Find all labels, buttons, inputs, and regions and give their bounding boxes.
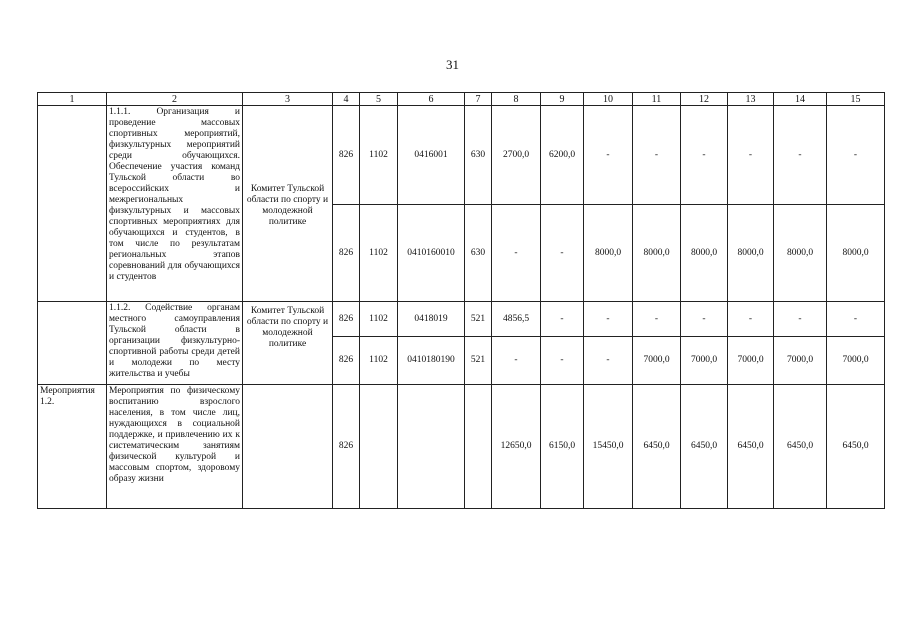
table-cell: 0418019 [398,302,465,337]
header-cell: 11 [633,93,681,106]
table-cell: 826 [333,337,360,385]
table-cell [398,385,465,509]
table-cell: 8000,0 [827,205,885,302]
table-cell: 7000,0 [633,337,681,385]
table-cell: 0410180190 [398,337,465,385]
table-row [38,302,885,337]
table-cell: 2700,0 [492,106,541,205]
page-number: 31 [446,57,459,72]
table-cell: - [681,106,728,205]
table-cell: 8000,0 [633,205,681,302]
header-cell: 4 [333,93,360,106]
table-cell [360,385,398,509]
table-cell: 1102 [360,205,398,302]
table-cell: - [541,205,584,302]
label-cell [38,106,107,302]
executor-cell: Комитет Тульской области по спорту и молодежной политике [243,106,333,302]
header-cell: 8 [492,93,541,106]
table-cell: 630 [465,106,492,205]
table-cell: 6450,0 [827,385,885,509]
table-cell [465,385,492,509]
table-cell: 8000,0 [728,205,774,302]
budget-table [37,92,885,509]
executor-cell [243,385,333,509]
table-cell: 826 [333,302,360,337]
table-cell: - [774,302,827,337]
table-cell: - [827,106,885,205]
header-cell: 3 [243,93,333,106]
header-cell: 2 [107,93,243,106]
table-row [38,106,885,205]
table-cell: - [681,302,728,337]
table-cell: 1102 [360,337,398,385]
table-cell: 521 [465,337,492,385]
table-cell: - [633,302,681,337]
table-cell: - [633,106,681,205]
activity-description: 1.1.2. Содействие органам местного самоуправления Тульской области в организации физкультурно-спортивной работы среди детей и молодежи по месту жительства и учебы [107,302,243,385]
table-cell: 6450,0 [728,385,774,509]
table-row [38,385,885,509]
header-cell: 5 [360,93,398,106]
table-cell: 0410160010 [398,205,465,302]
table-cell: 7000,0 [774,337,827,385]
table-cell: - [492,337,541,385]
table-cell: 1102 [360,106,398,205]
table-cell: 826 [333,385,360,509]
table-cell: 7000,0 [681,337,728,385]
header-cell: 1 [38,93,107,106]
table-cell: 6450,0 [633,385,681,509]
header-cell: 7 [465,93,492,106]
table-cell: 630 [465,205,492,302]
table-cell: - [584,302,633,337]
table-cell: - [774,106,827,205]
executor-cell: Комитет Тульской области по спорту и молодежной политике [243,302,333,385]
table-cell: 826 [333,106,360,205]
table-cell: 4856,5 [492,302,541,337]
table-cell: 6450,0 [681,385,728,509]
activity-label: Мероприятия 1.2. [38,385,107,509]
header-cell: 10 [584,93,633,106]
label-cell [38,302,107,385]
table-cell: 8000,0 [774,205,827,302]
table-cell: - [728,302,774,337]
header-cell: 15 [827,93,885,106]
activity-description: Мероприятия по физическому воспитанию взрослого населения, в том числе лиц, нуждающихся в социальной поддержке, и привлечению их к систематическим занятиям физической культурой и массовым спортом, здоровому образу жизни [107,385,243,509]
table-cell: 1102 [360,302,398,337]
table-cell: - [541,337,584,385]
table-cell: - [541,302,584,337]
table-cell: 8000,0 [584,205,633,302]
table-cell: 0416001 [398,106,465,205]
table-cell: 8000,0 [681,205,728,302]
table-cell: 7000,0 [827,337,885,385]
header-cell: 9 [541,93,584,106]
table-cell: 521 [465,302,492,337]
table-cell: 826 [333,205,360,302]
header-cell: 6 [398,93,465,106]
table-cell: - [827,302,885,337]
table-cell: 7000,0 [728,337,774,385]
table-cell: - [728,106,774,205]
table-cell: 12650,0 [492,385,541,509]
table-cell: 6150,0 [541,385,584,509]
table-cell: - [584,106,633,205]
header-cell: 12 [681,93,728,106]
table-cell: - [492,205,541,302]
header-row [38,93,885,106]
table-cell: 6200,0 [541,106,584,205]
table-cell: - [584,337,633,385]
activity-description: 1.1.1. Организация и проведение массовых спортивных мероприятий, физкультурных мероприятий среди обучающихся. Обеспечение участия команд Тульской области во всероссийских и межрегиональных физкультурных и массовых спортивных мероприятиях для обучающихся и студентов, в том числе по результатам региональных этапов соревнований для обучающихся и студентов [107,106,243,302]
header-cell: 13 [728,93,774,106]
table-cell: 6450,0 [774,385,827,509]
table-cell: 15450,0 [584,385,633,509]
header-cell: 14 [774,93,827,106]
